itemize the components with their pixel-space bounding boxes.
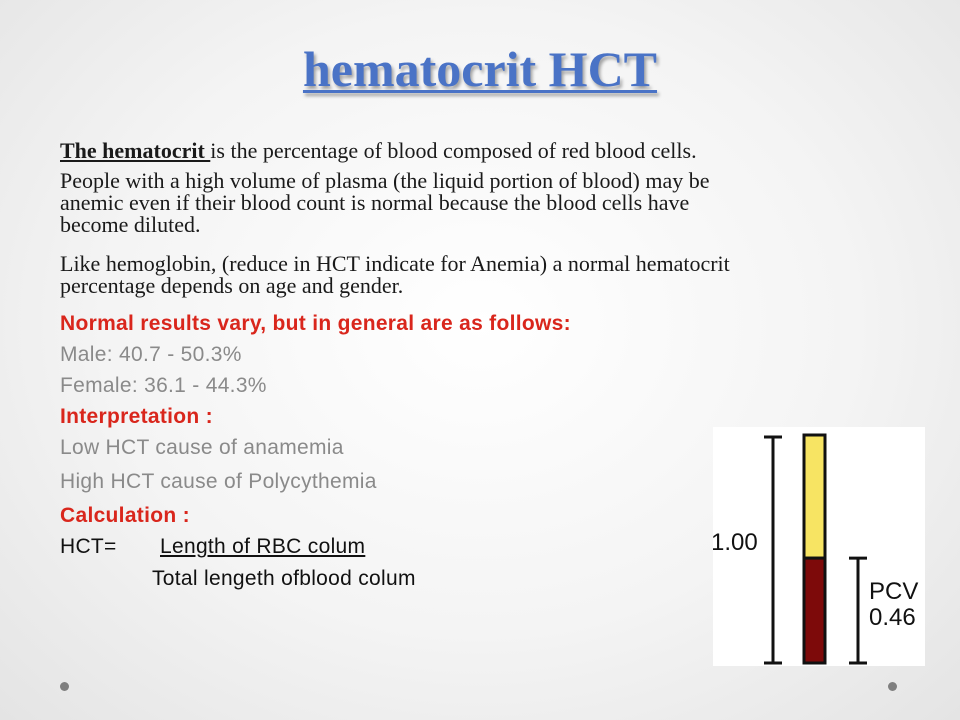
definition-term: The hematocrit	[60, 138, 211, 163]
plasma-line-2: anemic even if their blood count is normal because the blood cells have	[60, 190, 690, 215]
normal-results-heading: Normal results vary, but in general are as follows:	[60, 312, 571, 335]
plasma-layer	[804, 435, 825, 558]
rbc-layer	[804, 558, 825, 663]
formula-prefix: HCT=	[60, 535, 117, 558]
definition-paragraph	[60, 140, 910, 162]
formula-denominator: Total lengeth ofblood colum	[152, 567, 416, 590]
slide-title: hematocrit HCT	[302, 41, 658, 97]
calculation-heading: Calculation :	[60, 504, 190, 527]
plasma-paragraph	[60, 170, 910, 236]
hemoglobin-paragraph	[60, 253, 910, 297]
pcv-value: 0.46	[869, 604, 916, 631]
total-bracket	[764, 437, 782, 663]
left-nav-dot	[60, 682, 69, 691]
definition-text: is the percentage of blood composed of red blood cells.	[210, 138, 697, 163]
total-length-label: 1.00	[713, 529, 758, 556]
formula-numerator: Length of RBC colum	[160, 535, 366, 558]
high-hct-text: High HCT cause of Polycythemia	[60, 470, 377, 493]
male-range: Male: 40.7 - 50.3%	[60, 343, 242, 366]
pcv-bracket	[849, 558, 867, 663]
right-nav-dot	[888, 682, 897, 691]
plasma-line-3: become diluted.	[60, 212, 201, 237]
hemoglobin-line-2: percentage depends on age and gender.	[60, 273, 404, 298]
pcv-label: PCV	[869, 578, 919, 605]
female-range: Female: 36.1 - 44.3%	[60, 374, 267, 397]
low-hct-text: Low HCT cause of anamemia	[60, 436, 344, 459]
hematocrit-tube-diagram	[713, 427, 925, 666]
tube-svg	[713, 427, 925, 666]
plasma-line-1: People with a high volume of plasma (the liquid portion of blood) may be	[60, 168, 710, 193]
hemoglobin-line-1: Like hemoglobin, (reduce in HCT indicate for Anemia) a normal hematocrit	[60, 251, 730, 276]
interpretation-heading: Interpretation :	[60, 405, 213, 428]
